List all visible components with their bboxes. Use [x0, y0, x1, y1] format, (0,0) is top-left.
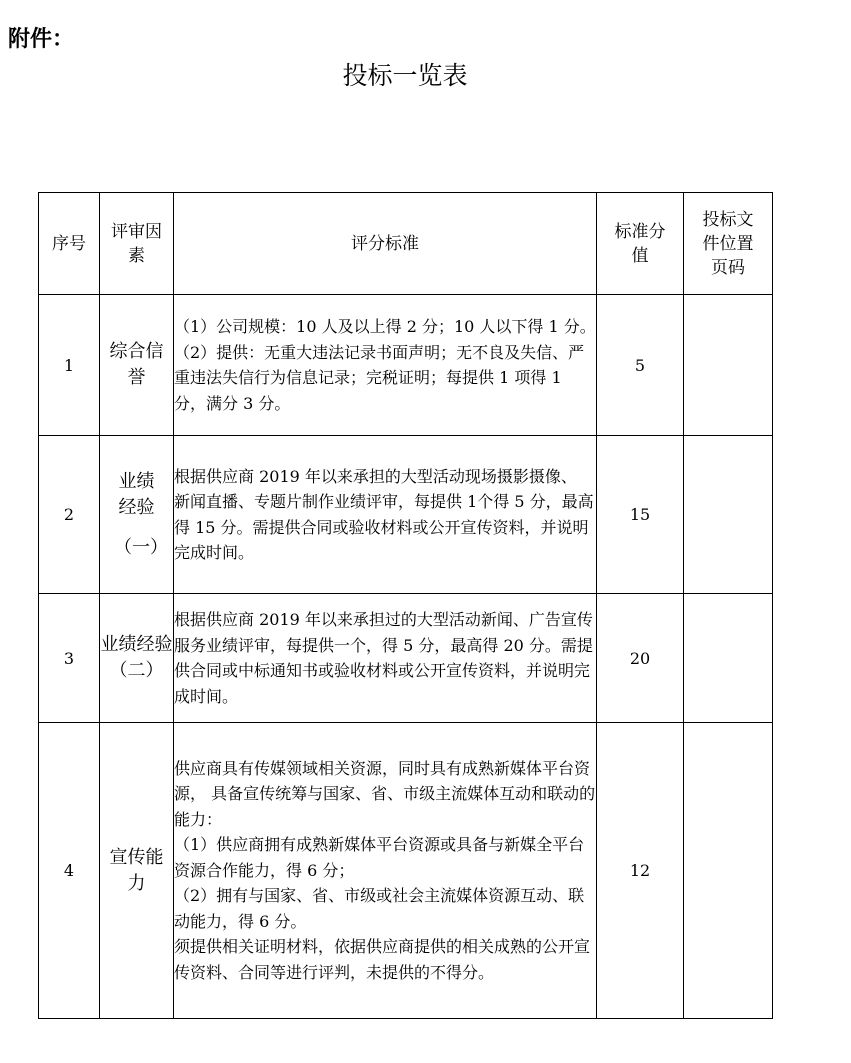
column-header-score: 标准分值: [597, 193, 684, 295]
scoring-criteria: （1）公司规模：10 人及以上得 2 分；10 人以下得 1 分。 （2）提供：无重大违法记录书面声明；无不良及失信、严重违法失信行为信息记录；完税证明；每提供 1 项得 1 分，满分 3 分。: [174, 295, 597, 436]
scoring-criteria: 根据供应商 2019 年以来承担过的大型活动新闻、广告宣传服务业绩评审，每提供一个，得 5 分，最高得 20 分。需提供合同或中标通知书或验收材料或公开宣传资料，并说明完成时间。: [174, 594, 597, 723]
table-row: [39, 723, 773, 1019]
column-header-page: 投标文件位置页码: [684, 193, 773, 295]
column-header-criteria: 评分标准: [174, 193, 597, 295]
page-number-cell: [684, 436, 773, 594]
attachment-label: 附件：: [8, 27, 75, 52]
column-header-factor: 评审因素: [100, 193, 174, 295]
scoring-table: [38, 192, 773, 1019]
table-row: [39, 436, 773, 594]
page-number-cell: [684, 723, 773, 1019]
row-number: 4: [39, 723, 100, 1019]
table-header-row: [39, 193, 773, 295]
standard-score: 15: [597, 436, 684, 594]
review-factor: 综合信誉: [100, 295, 174, 436]
row-number: 3: [39, 594, 100, 723]
standard-score: 12: [597, 723, 684, 1019]
table-row: [39, 295, 773, 436]
review-factor: 业绩经验（二）: [100, 594, 174, 723]
review-factor-sub: （一）: [114, 536, 168, 558]
table-row: [39, 594, 773, 723]
scoring-criteria: 根据供应商 2019 年以来承担的大型活动现场摄影摄像、 新闻直播、专题片制作业绩评审，每提供 1个得 5 分，最高得 15 分。需提供合同或验收材料或公开宣传资料，并说明完成时间。: [174, 436, 597, 594]
document-title: 投标一览表: [342, 61, 468, 90]
row-number: 2: [39, 436, 100, 594]
standard-score: 20: [597, 594, 684, 723]
review-factor: [100, 436, 174, 594]
page-number-cell: [684, 594, 773, 723]
standard-score: 5: [597, 295, 684, 436]
review-factor: 宣传能力: [100, 723, 174, 1019]
scoring-criteria: 供应商具有传媒领域相关资源，同时具有成熟新媒体平台资源， 具备宣传统筹与国家、省、市级主流媒体互动和联动的能力： （1）供应商拥有成熟新媒体平台资源或具备与新媒全平台资源合作能力，得 6 分； （2）拥有与国家、省、市级或社会主流媒体资源互动、联动能力，得 6 分。 须提供相关证明材料，依据供应商提供的相关成熟的公开宣传资料、合同等进行评判，未提供的不得分。: [174, 723, 597, 1019]
row-number: 1: [39, 295, 100, 436]
column-header-no: 序号: [39, 193, 100, 295]
page-number-cell: [684, 295, 773, 436]
review-factor-main: 业绩经验: [118, 470, 155, 518]
